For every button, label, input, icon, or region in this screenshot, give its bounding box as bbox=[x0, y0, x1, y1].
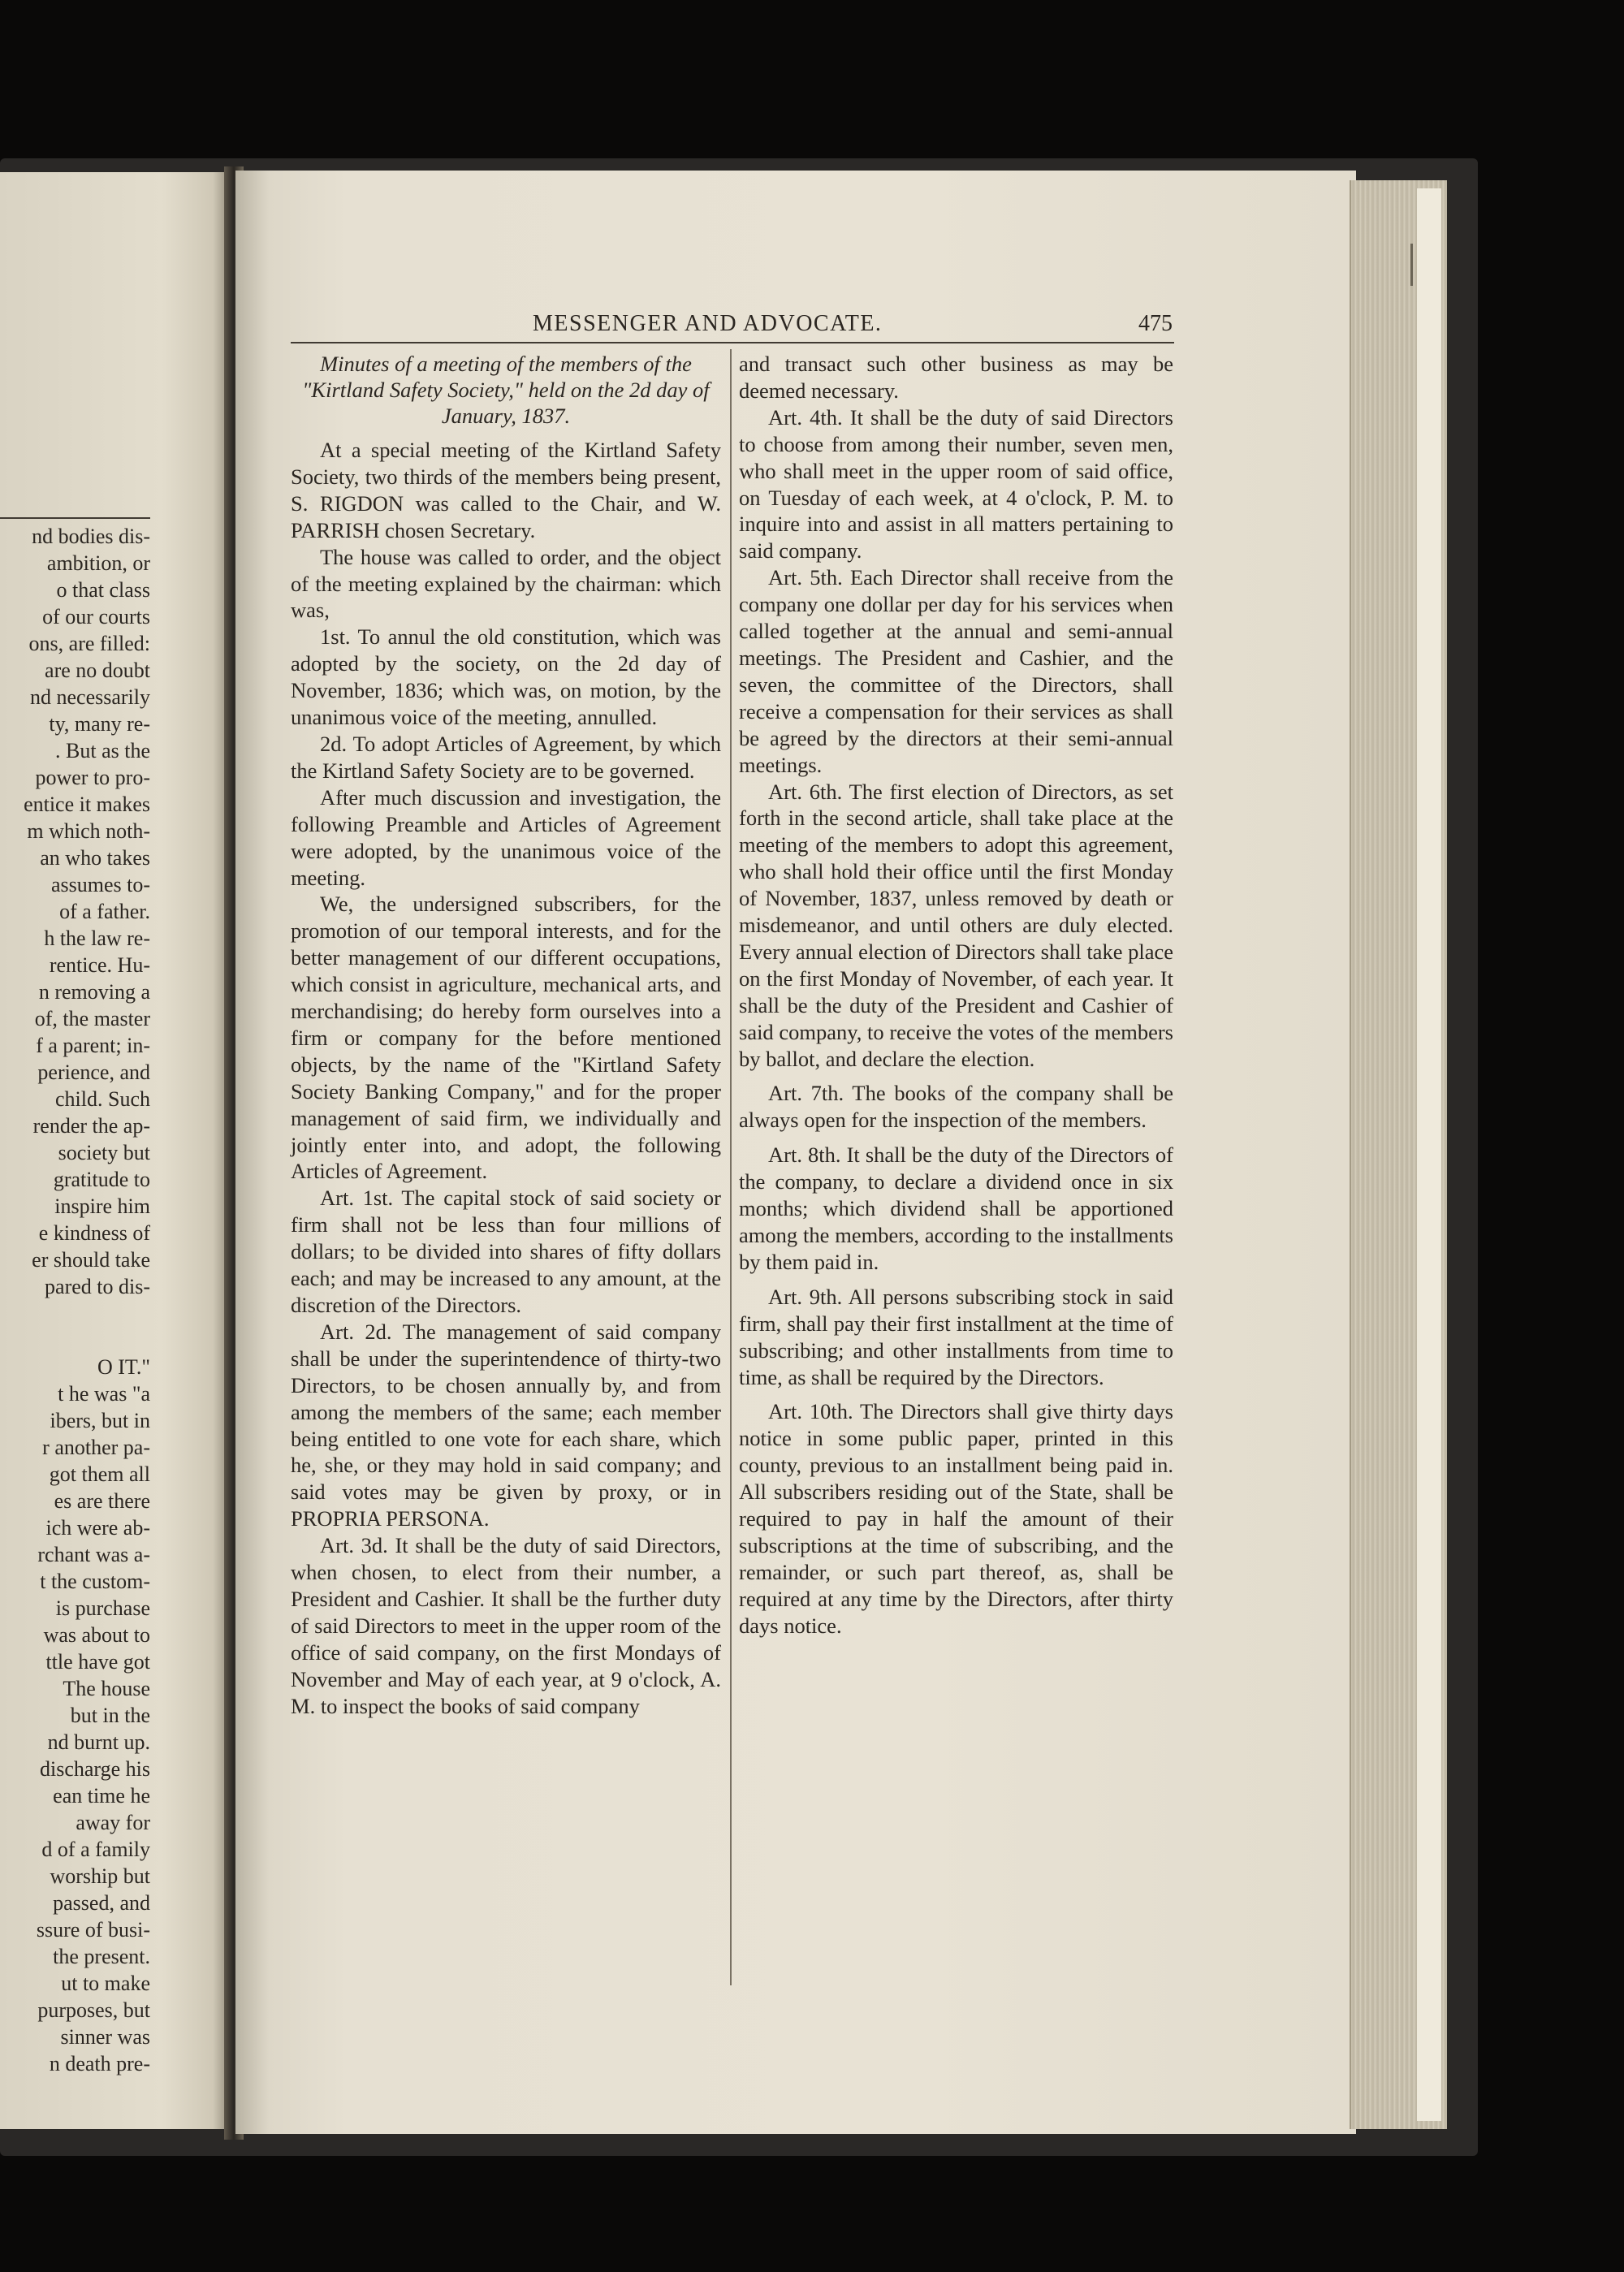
left-page-line: r another pa- bbox=[42, 1436, 150, 1459]
left-page-line: discharge his bbox=[40, 1757, 150, 1781]
left-page-line: n removing a bbox=[38, 980, 150, 1004]
left-page-line: t he was "a bbox=[58, 1382, 150, 1406]
left-page-line: ut to make bbox=[61, 1972, 150, 1995]
left-page-line: away for bbox=[76, 1811, 150, 1834]
left-page-line: is purchase bbox=[55, 1596, 150, 1620]
paragraph: After much discussion and investigation, the following Preamble and Articles of Agreement were adopted, by the unanimous voice of the meeting. bbox=[291, 784, 721, 890]
left-page-line: the present. bbox=[53, 1945, 150, 1968]
paragraph: and transact such other business as may be deemed necessary. bbox=[739, 352, 1173, 403]
paragraph: The house was called to order, and the object of the meeting explained by the chairman: which was, bbox=[291, 544, 721, 623]
article-heading: Minutes of a meeting of the members of the "Kirtland Safety Society," held on the 2d day of January, 1837. bbox=[302, 352, 710, 428]
paragraph: Art. 2d. The management of said company shall be under the superintendence of thirty-two Directors, to be chosen annually by, and from among the members of the same; each member being entitled to one vote for each share, which he, she, or they may hold in said company; and said votes may be given by proxy, or in PROPRIA PERSONA. bbox=[291, 1319, 721, 1531]
left-page-line: nd necessarily bbox=[29, 685, 150, 709]
left-page-line: d of a family bbox=[41, 1838, 150, 1861]
left-page-line: n death pre- bbox=[49, 2052, 150, 2075]
left-page-line: passed, and bbox=[53, 1891, 150, 1915]
left-page-line: power to pro- bbox=[35, 766, 150, 789]
left-page-text bbox=[0, 523, 150, 2077]
left-page-line: ambition, or bbox=[46, 551, 150, 575]
left-page-line: are no doubt bbox=[45, 659, 150, 682]
left-page-line: assumes to- bbox=[50, 873, 150, 896]
left-page-line: ibers, but in bbox=[50, 1409, 150, 1432]
left-page-line: was about to bbox=[43, 1623, 150, 1647]
left-page-line: perience, and bbox=[37, 1060, 150, 1084]
left-page-line: worship but bbox=[50, 1864, 150, 1888]
left-page-line: The house bbox=[63, 1677, 150, 1700]
left-page-line: got them all bbox=[49, 1462, 150, 1486]
paragraph: At a special meeting of the Kirtland Safety Society, two thirds of the members being present, S. RIGDON was called to the Chair, and W. PARRISH chosen Secretary. bbox=[291, 438, 721, 542]
header-rule bbox=[291, 342, 1174, 343]
left-page-line bbox=[0, 1327, 150, 1354]
paragraph: Art. 10th. The Directors shall give thirty days notice in some public paper, printed in this county, previous to an installment being paid in. All subscribers residing out of the State, shall be required to pay in half the amount of their subscriptions at the time of subscribing, and the remainder, or such part thereof, as, shall be required at any time by the Directors, after thirty days notice. bbox=[739, 1399, 1173, 1638]
paragraph: 1st. To annul the old constitution, which was adopted by the society, on the 2d day of November, 1836; which was, on motion, by the unanimous voice of the meeting, annulled. bbox=[291, 624, 721, 730]
left-page-line: society but bbox=[58, 1141, 150, 1164]
left-page-line: pared to dis- bbox=[45, 1275, 150, 1298]
column-divider bbox=[730, 349, 732, 1985]
left-page-line: nd bodies dis- bbox=[32, 525, 150, 548]
paragraph: Art. 6th. The first election of Directors, as set forth in the second article, shall take place at the meeting of the members to adopt this agreement, who shall hold their office until the first Monday of November, 1837, unless removed by death or misdemeanor, and until others are duly elected. Every annual election of Directors shall take place on the first Monday of November, of each year. It shall be the duty of the President and Cashier of said company, to receive the votes of the members by ballot, and declare the election. bbox=[739, 779, 1173, 1071]
paragraph: Art. 8th. It shall be the duty of the Directors of the company, to declare a dividend once in six months; which dividend shall be apportioned among the members, according to the installments by them paid in. bbox=[739, 1142, 1173, 1274]
left-page-line: of, the master bbox=[34, 1007, 150, 1030]
page-edges-highlight bbox=[1417, 188, 1441, 2121]
left-page-line: e kindness of bbox=[38, 1221, 150, 1245]
left-page-line: f a parent; in- bbox=[36, 1034, 150, 1057]
page-number: 475 bbox=[1138, 311, 1173, 336]
left-page-line: ty, many re- bbox=[49, 712, 150, 736]
left-page-line: inspire him bbox=[54, 1194, 150, 1218]
left-page-line: er should take bbox=[32, 1248, 150, 1272]
article-column-left bbox=[291, 351, 721, 1720]
left-page-rule bbox=[0, 517, 150, 519]
paragraph: Art. 4th. It shall be the duty of said Directors to choose from among their number, seven men, who shall meet in the upper room of said office, on Tuesday of each week, at 4 o'clock, P. M. to inquire into and assist in all matters pertaining to said company. bbox=[739, 404, 1173, 564]
left-page-line: render the ap- bbox=[32, 1114, 150, 1138]
left-page-line: h the law re- bbox=[44, 927, 150, 950]
running-header-title: MESSENGER AND ADVOCATE. bbox=[533, 311, 883, 336]
left-page-line: O IT." bbox=[97, 1355, 150, 1379]
left-page-line: of a father. bbox=[59, 900, 150, 923]
left-page-line: es are there bbox=[54, 1489, 150, 1513]
left-page-line: ons, are filled: bbox=[28, 632, 150, 655]
left-page-line: entice it makes bbox=[24, 793, 150, 816]
paragraph: We, the undersigned subscribers, for the promotion of our temporal interests, and for the better management of our different occupations, which consist in agriculture, mechanical arts, and merchandising; do hereby form ourselves into a firm or company for the before mentioned objects, by the name of the "Kirtland Safety Society Banking Company," and for the proper management of said firm, we individually and jointly enter into, and adopt, the following Articles of Agreement. bbox=[291, 892, 721, 1184]
left-page bbox=[0, 172, 231, 2129]
left-page-line: ean time he bbox=[53, 1784, 150, 1808]
left-page-line: rchant was a- bbox=[37, 1543, 150, 1566]
left-page-line: of our courts bbox=[42, 605, 150, 628]
left-page-line: gratitude to bbox=[53, 1168, 150, 1191]
left-page-line: purposes, but bbox=[37, 1998, 150, 2022]
left-page-line: ttle have got bbox=[45, 1650, 150, 1674]
left-page-line: sinner was bbox=[60, 2025, 150, 2049]
paragraph: Art. 5th. Each Director shall receive from the company one dollar per day for his services when called together at the annual and semi-annual meetings. The President and Cashier, and the seven, the committee of the Directors, shall receive a compensation for their services as shall be agreed by the directors at their semi-annual meetings. bbox=[739, 565, 1173, 777]
left-page-line: but in the bbox=[70, 1704, 150, 1727]
left-page-line: ssure of busi- bbox=[36, 1918, 150, 1942]
paragraph: 2d. To adopt Articles of Agreement, by which the Kirtland Safety Society are to be governed. bbox=[291, 731, 721, 783]
left-page-line: an who takes bbox=[40, 846, 150, 870]
paragraph: Art. 1st. The capital stock of said society or firm shall not be less than four millions of dollars; to be divided into shares of fifty dollars each; and may be increased to any amount, at the discretion of the Directors. bbox=[291, 1186, 721, 1317]
paragraph: Art. 7th. The books of the company shall be always open for the inspection of the members. bbox=[739, 1081, 1173, 1133]
left-page-line: o that class bbox=[56, 578, 150, 602]
paragraph: Art. 9th. All persons subscribing stock in said firm, shall pay their first installment at the time of subscribing; and other installments from time to time, as shall be required by the Directors. bbox=[739, 1284, 1173, 1389]
left-page-line: child. Such bbox=[55, 1087, 150, 1111]
page-mark bbox=[1410, 244, 1413, 286]
left-page-line: rentice. Hu- bbox=[49, 953, 150, 977]
paragraph: Art. 3d. It shall be the duty of said Directors, when chosen, to elect from their number, a President and Cashier. It shall be the further duty of said Directors to meet in the upper room of the office of said company, on the first Mondays of November and May of each year, at 9 o'clock, A. M. to inspect the books of said company bbox=[291, 1533, 721, 1718]
left-page-line: m which noth- bbox=[27, 819, 150, 843]
left-page-line bbox=[0, 1300, 150, 1327]
left-page-line: nd burnt up. bbox=[47, 1730, 150, 1754]
article-column-right bbox=[739, 351, 1173, 1639]
left-page-line: ich were ab- bbox=[45, 1516, 150, 1540]
left-page-line: t the custom- bbox=[40, 1570, 150, 1593]
left-page-line: . But as the bbox=[55, 739, 150, 762]
